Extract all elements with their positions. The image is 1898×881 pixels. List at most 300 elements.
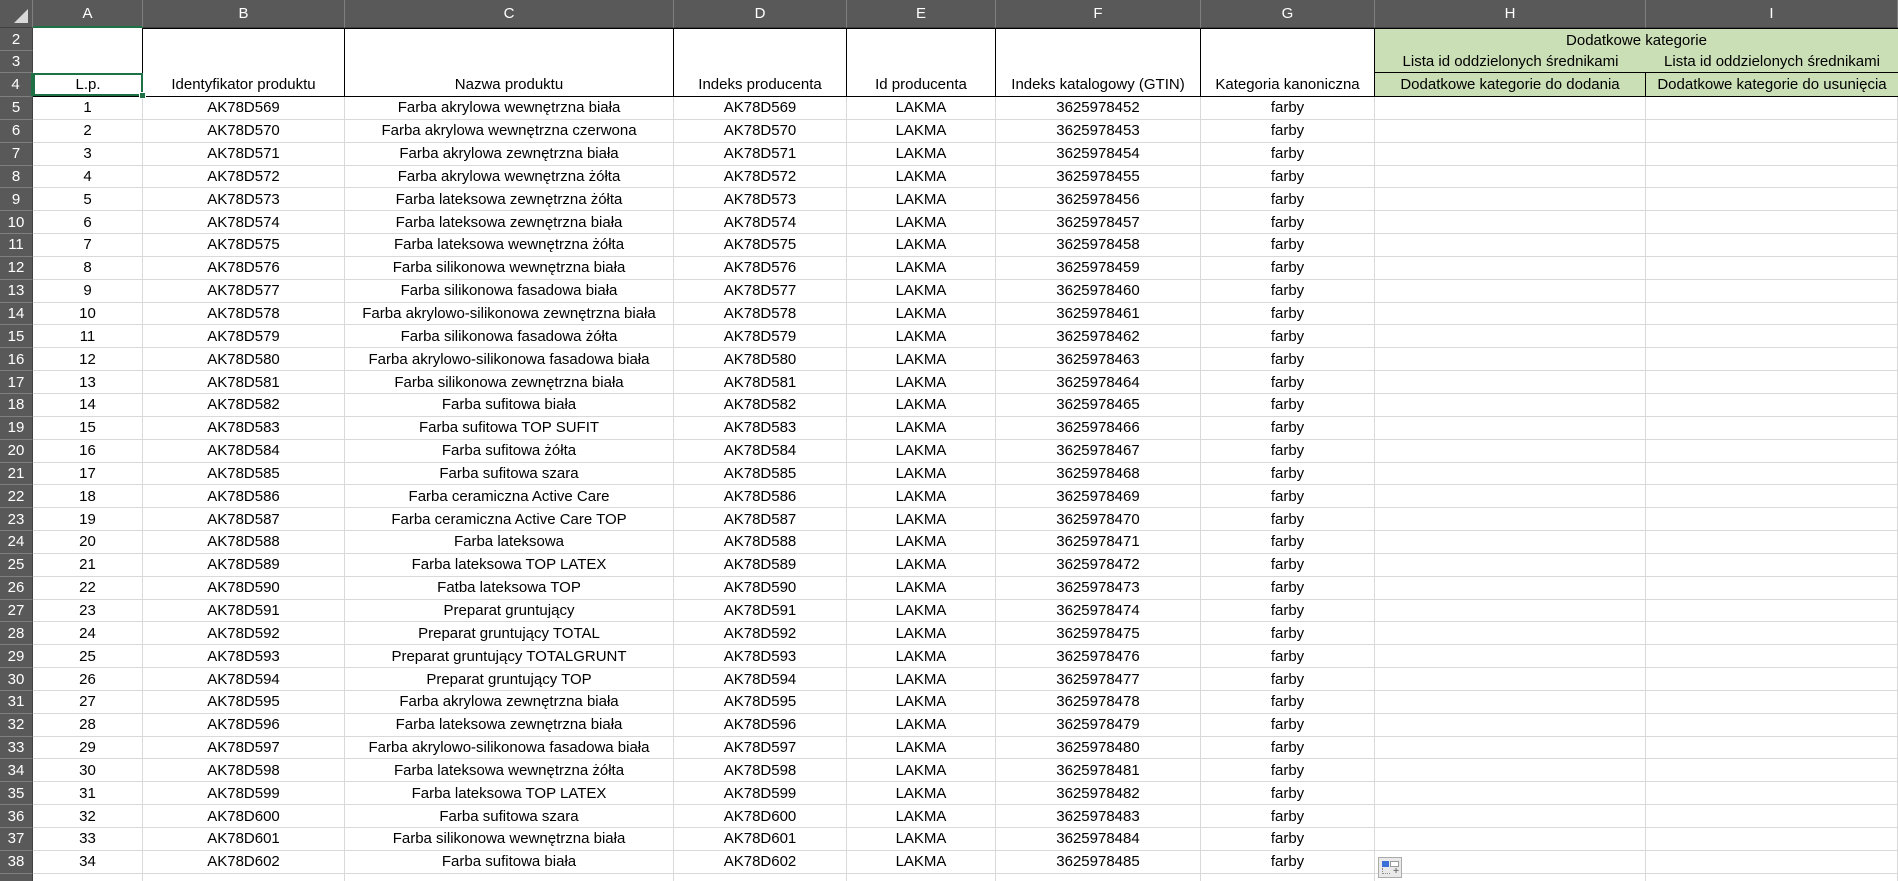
select-all-corner[interactable] <box>0 0 33 28</box>
cell-product-id[interactable]: AK78D588 <box>143 531 345 554</box>
cell-A2[interactable] <box>33 28 143 51</box>
column-header-G[interactable]: G <box>1201 0 1375 28</box>
cell[interactable] <box>1646 874 1898 881</box>
cell-extra-remove[interactable] <box>1646 577 1898 600</box>
cell-C3[interactable] <box>345 51 674 73</box>
cell-extra-remove[interactable] <box>1646 714 1898 737</box>
cell-G3[interactable] <box>1201 51 1375 73</box>
cell-product-name[interactable]: Farba sufitowa żółta <box>345 440 674 463</box>
row-header[interactable]: 31 <box>0 691 33 714</box>
row-header[interactable]: 6 <box>0 120 33 143</box>
cell-producer-id[interactable]: LAKMA <box>847 234 996 257</box>
cell-D2[interactable] <box>674 28 847 51</box>
cell[interactable] <box>674 874 847 881</box>
cell-producer-id[interactable]: LAKMA <box>847 645 996 668</box>
cell-producer-index[interactable]: AK78D584 <box>674 440 847 463</box>
cell-lp[interactable]: 30 <box>33 759 143 782</box>
cell-product-id[interactable]: AK78D572 <box>143 166 345 189</box>
cell-product-id[interactable]: AK78D580 <box>143 348 345 371</box>
cell-gtin[interactable]: 3625978473 <box>996 577 1201 600</box>
cell-producer-index[interactable]: AK78D589 <box>674 554 847 577</box>
cell-extra-remove[interactable] <box>1646 805 1898 828</box>
cell-gtin[interactable]: 3625978454 <box>996 143 1201 166</box>
cell-gtin[interactable]: 3625978475 <box>996 622 1201 645</box>
cell-product-name[interactable]: Farba lateksowa wewnętrzna żółta <box>345 759 674 782</box>
cell-lp[interactable]: 17 <box>33 463 143 486</box>
row-header[interactable]: 16 <box>0 348 33 371</box>
cell-F2[interactable] <box>996 28 1201 51</box>
cell-extra-add[interactable] <box>1375 97 1646 120</box>
cell-extra-remove[interactable] <box>1646 759 1898 782</box>
cell-product-name[interactable]: Farba akrylowa zewnętrzna biała <box>345 143 674 166</box>
cell-product-id[interactable]: AK78D601 <box>143 828 345 851</box>
cell-producer-index[interactable]: AK78D582 <box>674 394 847 417</box>
cell-lp[interactable]: 21 <box>33 554 143 577</box>
cell-producer-index[interactable]: AK78D579 <box>674 325 847 348</box>
cell-E4-producer-id-label[interactable]: Id producenta <box>847 73 996 97</box>
cell-product-name[interactable]: Fatba lateksowa TOP <box>345 577 674 600</box>
cell-producer-index[interactable]: AK78D591 <box>674 600 847 623</box>
cell-product-name[interactable]: Farba akrylowa wewnętrzna biała <box>345 97 674 120</box>
cell-extra-remove[interactable] <box>1646 120 1898 143</box>
cell-lp[interactable]: 1 <box>33 97 143 120</box>
cell-category[interactable]: farby <box>1201 211 1375 234</box>
cell-gtin[interactable]: 3625978485 <box>996 851 1201 874</box>
cell-product-id[interactable]: AK78D576 <box>143 257 345 280</box>
cell-producer-id[interactable]: LAKMA <box>847 257 996 280</box>
cell-product-name[interactable]: Farba sufitowa biała <box>345 851 674 874</box>
cell-product-name[interactable]: Farba akrylowo-silikonowa fasadowa biała <box>345 348 674 371</box>
cell-lp[interactable]: 28 <box>33 714 143 737</box>
cell-gtin[interactable]: 3625978459 <box>996 257 1201 280</box>
cell-producer-id[interactable]: LAKMA <box>847 120 996 143</box>
cell-product-id[interactable]: AK78D571 <box>143 143 345 166</box>
cell-extra-remove[interactable] <box>1646 166 1898 189</box>
cell-extra-remove[interactable] <box>1646 668 1898 691</box>
row-header[interactable]: 27 <box>0 600 33 623</box>
cell-product-name[interactable]: Farba silikonowa wewnętrzna biała <box>345 828 674 851</box>
cell-gtin[interactable]: 3625978461 <box>996 303 1201 326</box>
cell-B4-product-id-label[interactable]: Identyfikator produktu <box>143 73 345 97</box>
row-header[interactable]: 21 <box>0 463 33 486</box>
cell-category[interactable]: farby <box>1201 759 1375 782</box>
cell-category[interactable]: farby <box>1201 234 1375 257</box>
cell-lp[interactable]: 26 <box>33 668 143 691</box>
cell-gtin[interactable]: 3625978471 <box>996 531 1201 554</box>
cell-product-name[interactable]: Farba silikonowa fasadowa biała <box>345 280 674 303</box>
cell-gtin[interactable]: 3625978484 <box>996 828 1201 851</box>
row-header[interactable]: 13 <box>0 280 33 303</box>
row-header[interactable]: 9 <box>0 188 33 211</box>
cell-F3[interactable] <box>996 51 1201 73</box>
cell-category[interactable]: farby <box>1201 348 1375 371</box>
cell-lp[interactable]: 8 <box>33 257 143 280</box>
cell-producer-id[interactable]: LAKMA <box>847 577 996 600</box>
cell-category[interactable]: farby <box>1201 577 1375 600</box>
cell-producer-index[interactable]: AK78D587 <box>674 508 847 531</box>
cell-category[interactable]: farby <box>1201 531 1375 554</box>
cell-gtin[interactable]: 3625978468 <box>996 463 1201 486</box>
cell-gtin[interactable]: 3625978479 <box>996 714 1201 737</box>
cell-producer-id[interactable]: LAKMA <box>847 508 996 531</box>
cell-producer-index[interactable]: AK78D577 <box>674 280 847 303</box>
cell-category[interactable]: farby <box>1201 851 1375 874</box>
cell-extra-add[interactable] <box>1375 303 1646 326</box>
cell-gtin[interactable]: 3625978466 <box>996 417 1201 440</box>
cell-extra-remove[interactable] <box>1646 280 1898 303</box>
row-header[interactable]: 12 <box>0 257 33 280</box>
row-header[interactable]: 23 <box>0 508 33 531</box>
cell-gtin[interactable]: 3625978462 <box>996 325 1201 348</box>
cell-product-id[interactable]: AK78D590 <box>143 577 345 600</box>
cell-producer-index[interactable]: AK78D597 <box>674 737 847 760</box>
cell-lp[interactable]: 19 <box>33 508 143 531</box>
cell-B2[interactable] <box>143 28 345 51</box>
cell-category[interactable]: farby <box>1201 440 1375 463</box>
row-header[interactable]: 26 <box>0 577 33 600</box>
cell-category[interactable]: farby <box>1201 668 1375 691</box>
cell-product-name[interactable]: Farba lateksowa wewnętrzna żółta <box>345 234 674 257</box>
cell-lp[interactable]: 6 <box>33 211 143 234</box>
column-header-D[interactable]: D <box>674 0 847 28</box>
cell-extra-remove[interactable] <box>1646 851 1898 874</box>
row-header[interactable]: 28 <box>0 622 33 645</box>
column-header-I[interactable]: I <box>1646 0 1898 28</box>
cell-product-id[interactable]: AK78D578 <box>143 303 345 326</box>
cell-producer-index[interactable]: AK78D573 <box>674 188 847 211</box>
cell-extra-add[interactable] <box>1375 691 1646 714</box>
cell-product-id[interactable]: AK78D584 <box>143 440 345 463</box>
cell-category[interactable]: farby <box>1201 691 1375 714</box>
column-header-F[interactable]: F <box>996 0 1201 28</box>
cell-lp[interactable]: 31 <box>33 782 143 805</box>
cell-product-id[interactable]: AK78D595 <box>143 691 345 714</box>
row-header[interactable]: 38 <box>0 851 33 874</box>
cell-lp[interactable]: 14 <box>33 394 143 417</box>
cell-E3[interactable] <box>847 51 996 73</box>
cell-product-name[interactable]: Farba lateksowa zewnętrzna biała <box>345 714 674 737</box>
cell-lp[interactable]: 32 <box>33 805 143 828</box>
cell-gtin[interactable]: 3625978482 <box>996 782 1201 805</box>
cell-product-id[interactable]: AK78D570 <box>143 120 345 143</box>
cell-product-name[interactable]: Farba akrylowa wewnętrzna czerwona <box>345 120 674 143</box>
cell-category[interactable]: farby <box>1201 554 1375 577</box>
row-header[interactable]: 22 <box>0 485 33 508</box>
cell-lp[interactable]: 7 <box>33 234 143 257</box>
cell-extra-add[interactable] <box>1375 851 1646 874</box>
cell-extra-remove[interactable] <box>1646 325 1898 348</box>
cell-product-id[interactable]: AK78D583 <box>143 417 345 440</box>
cell-extra-add[interactable] <box>1375 280 1646 303</box>
row-header-4[interactable]: 4 <box>0 73 33 97</box>
cell-producer-index[interactable]: AK78D585 <box>674 463 847 486</box>
cell-producer-id[interactable]: LAKMA <box>847 303 996 326</box>
cell-C2[interactable] <box>345 28 674 51</box>
cell-category[interactable]: farby <box>1201 280 1375 303</box>
cell-producer-index[interactable]: AK78D581 <box>674 371 847 394</box>
active-cell-A4-lp-label[interactable] <box>33 73 143 97</box>
cell-producer-index[interactable]: AK78D572 <box>674 166 847 189</box>
cell[interactable] <box>996 874 1201 881</box>
cell-producer-id[interactable]: LAKMA <box>847 691 996 714</box>
cell-lp[interactable]: 24 <box>33 622 143 645</box>
cell-gtin[interactable]: 3625978470 <box>996 508 1201 531</box>
cell-lp[interactable]: 34 <box>33 851 143 874</box>
row-header[interactable]: 14 <box>0 303 33 326</box>
cell-extra-add[interactable] <box>1375 714 1646 737</box>
cell-product-name[interactable]: Farba akrylowa zewnętrzna biała <box>345 691 674 714</box>
cell-lp[interactable]: 22 <box>33 577 143 600</box>
cell-H2-extra-categories-title[interactable]: Dodatkowe kategorie <box>1375 28 1898 51</box>
cell-product-name[interactable]: Preparat gruntujący TOTAL <box>345 622 674 645</box>
cell-producer-index[interactable]: AK78D601 <box>674 828 847 851</box>
cell-extra-remove[interactable] <box>1646 257 1898 280</box>
cell-producer-id[interactable]: LAKMA <box>847 622 996 645</box>
cell-producer-index[interactable]: AK78D592 <box>674 622 847 645</box>
cell-extra-add[interactable] <box>1375 211 1646 234</box>
cell-lp[interactable]: 12 <box>33 348 143 371</box>
cell-product-id[interactable]: AK78D577 <box>143 280 345 303</box>
cell-B3[interactable] <box>143 51 345 73</box>
cell-extra-remove[interactable] <box>1646 97 1898 120</box>
cell-extra-add[interactable] <box>1375 325 1646 348</box>
cell-lp[interactable]: 5 <box>33 188 143 211</box>
cell-gtin[interactable]: 3625978478 <box>996 691 1201 714</box>
cell-producer-id[interactable]: LAKMA <box>847 280 996 303</box>
cell-producer-id[interactable]: LAKMA <box>847 417 996 440</box>
cell-I4-categories-to-remove-label[interactable]: Dodatkowe kategorie do usunięcia <box>1646 73 1898 97</box>
cell-extra-add[interactable] <box>1375 234 1646 257</box>
cell-producer-index[interactable]: AK78D593 <box>674 645 847 668</box>
cell-lp[interactable]: 18 <box>33 485 143 508</box>
cell-producer-id[interactable]: LAKMA <box>847 714 996 737</box>
cell-extra-add[interactable] <box>1375 600 1646 623</box>
cell-product-id[interactable]: AK78D579 <box>143 325 345 348</box>
cell-extra-add[interactable] <box>1375 554 1646 577</box>
cell-extra-add[interactable] <box>1375 371 1646 394</box>
cell[interactable] <box>1375 874 1646 881</box>
cell-gtin[interactable]: 3625978458 <box>996 234 1201 257</box>
cell-category[interactable]: farby <box>1201 828 1375 851</box>
cell-lp[interactable]: 15 <box>33 417 143 440</box>
cell-extra-add[interactable] <box>1375 577 1646 600</box>
cell-producer-index[interactable]: AK78D598 <box>674 759 847 782</box>
cell-producer-index[interactable]: AK78D570 <box>674 120 847 143</box>
cell-product-id[interactable]: AK78D573 <box>143 188 345 211</box>
cell-extra-add[interactable] <box>1375 417 1646 440</box>
cell-C4-product-name-label[interactable]: Nazwa produktu <box>345 73 674 97</box>
row-header[interactable]: 33 <box>0 737 33 760</box>
cell-producer-index[interactable]: AK78D571 <box>674 143 847 166</box>
cell-producer-index[interactable]: AK78D602 <box>674 851 847 874</box>
cell-gtin[interactable]: 3625978464 <box>996 371 1201 394</box>
cell-lp[interactable]: 10 <box>33 303 143 326</box>
row-header[interactable]: 15 <box>0 325 33 348</box>
cell-extra-add[interactable] <box>1375 188 1646 211</box>
cell-category[interactable]: farby <box>1201 325 1375 348</box>
cell-G2[interactable] <box>1201 28 1375 51</box>
column-header-A[interactable]: A <box>33 0 143 28</box>
cell-producer-id[interactable]: LAKMA <box>847 463 996 486</box>
cell-product-id[interactable]: AK78D569 <box>143 97 345 120</box>
cell-I3-list-ids-hint[interactable]: Lista id oddzielonych średnikami <box>1646 51 1898 73</box>
cell-producer-index[interactable]: AK78D600 <box>674 805 847 828</box>
cell-A3[interactable] <box>33 51 143 73</box>
cell-extra-remove[interactable] <box>1646 143 1898 166</box>
cell-product-name[interactable]: Farba sufitowa szara <box>345 463 674 486</box>
column-header-H[interactable]: H <box>1375 0 1646 28</box>
cell-gtin[interactable]: 3625978457 <box>996 211 1201 234</box>
cell-category[interactable]: farby <box>1201 394 1375 417</box>
row-header[interactable]: 18 <box>0 394 33 417</box>
cell-F4-catalog-index-label[interactable]: Indeks katalogowy (GTIN) <box>996 73 1201 97</box>
cell-producer-index[interactable]: AK78D578 <box>674 303 847 326</box>
cell-producer-id[interactable]: LAKMA <box>847 188 996 211</box>
cell-category[interactable]: farby <box>1201 371 1375 394</box>
cell-gtin[interactable]: 3625978483 <box>996 805 1201 828</box>
row-header[interactable]: 25 <box>0 554 33 577</box>
row-header[interactable]: 10 <box>0 211 33 234</box>
cell-extra-remove[interactable] <box>1646 485 1898 508</box>
cell-lp[interactable]: 11 <box>33 325 143 348</box>
cell-product-name[interactable]: Farba ceramiczna Active Care TOP <box>345 508 674 531</box>
row-header[interactable]: 5 <box>0 97 33 120</box>
row-header[interactable]: 8 <box>0 166 33 189</box>
cell-product-name[interactable]: Farba akrylowa wewnętrzna żółta <box>345 166 674 189</box>
cell-gtin[interactable]: 3625978474 <box>996 600 1201 623</box>
cell-extra-add[interactable] <box>1375 143 1646 166</box>
cell-producer-index[interactable]: AK78D590 <box>674 577 847 600</box>
cell-lp[interactable]: 27 <box>33 691 143 714</box>
cell-producer-id[interactable]: LAKMA <box>847 211 996 234</box>
cell-product-name[interactable]: Farba lateksowa zewnętrzna żółta <box>345 188 674 211</box>
row-header[interactable]: 30 <box>0 668 33 691</box>
cell-product-id[interactable]: AK78D593 <box>143 645 345 668</box>
cell-extra-add[interactable] <box>1375 257 1646 280</box>
column-header-E[interactable]: E <box>847 0 996 28</box>
cell-gtin[interactable]: 3625978480 <box>996 737 1201 760</box>
cell-product-id[interactable]: AK78D592 <box>143 622 345 645</box>
cell-extra-remove[interactable] <box>1646 782 1898 805</box>
cell-category[interactable]: farby <box>1201 303 1375 326</box>
cell-producer-index[interactable]: AK78D594 <box>674 668 847 691</box>
cell-extra-add[interactable] <box>1375 645 1646 668</box>
fill-handle[interactable] <box>139 92 146 99</box>
cell-producer-id[interactable]: LAKMA <box>847 485 996 508</box>
cell-extra-add[interactable] <box>1375 485 1646 508</box>
cell-category[interactable]: farby <box>1201 188 1375 211</box>
cell-product-id[interactable]: AK78D582 <box>143 394 345 417</box>
cell-extra-add[interactable] <box>1375 120 1646 143</box>
cell-product-name[interactable]: Farba sufitowa biała <box>345 394 674 417</box>
cell-producer-id[interactable]: LAKMA <box>847 440 996 463</box>
cell-producer-index[interactable]: AK78D574 <box>674 211 847 234</box>
cell-extra-add[interactable] <box>1375 737 1646 760</box>
cell-lp[interactable]: 33 <box>33 828 143 851</box>
cell-extra-add[interactable] <box>1375 531 1646 554</box>
cell-category[interactable]: farby <box>1201 714 1375 737</box>
cell-producer-id[interactable]: LAKMA <box>847 851 996 874</box>
row-header[interactable]: 37 <box>0 828 33 851</box>
cell-producer-index[interactable]: AK78D588 <box>674 531 847 554</box>
cell-product-id[interactable]: AK78D596 <box>143 714 345 737</box>
cell[interactable] <box>847 874 996 881</box>
cell-product-name[interactable]: Farba lateksowa zewnętrzna biała <box>345 211 674 234</box>
cell-product-name[interactable]: Farba silikonowa wewnętrzna biała <box>345 257 674 280</box>
cell-extra-add[interactable] <box>1375 828 1646 851</box>
cell-producer-id[interactable]: LAKMA <box>847 668 996 691</box>
cell-lp[interactable]: 20 <box>33 531 143 554</box>
row-header-3[interactable]: 3 <box>0 51 33 73</box>
cell-extra-remove[interactable] <box>1646 600 1898 623</box>
cell-extra-remove[interactable] <box>1646 622 1898 645</box>
cell[interactable] <box>1201 874 1375 881</box>
cell-product-name[interactable]: Farba lateksowa TOP LATEX <box>345 554 674 577</box>
cell-product-id[interactable]: AK78D594 <box>143 668 345 691</box>
row-header[interactable]: 35 <box>0 782 33 805</box>
cell-product-id[interactable]: AK78D597 <box>143 737 345 760</box>
cell-product-name[interactable]: Farba ceramiczna Active Care <box>345 485 674 508</box>
cell-producer-id[interactable]: LAKMA <box>847 143 996 166</box>
cell-product-id[interactable]: AK78D587 <box>143 508 345 531</box>
row-header[interactable]: 32 <box>0 714 33 737</box>
row-header[interactable]: 7 <box>0 143 33 166</box>
cell-product-name[interactable]: Preparat gruntujący TOTALGRUNT <box>345 645 674 668</box>
cell-producer-id[interactable]: LAKMA <box>847 325 996 348</box>
cell-gtin[interactable]: 3625978455 <box>996 166 1201 189</box>
cell-extra-add[interactable] <box>1375 394 1646 417</box>
cell-producer-id[interactable]: LAKMA <box>847 600 996 623</box>
cell-category[interactable]: farby <box>1201 463 1375 486</box>
cell[interactable] <box>143 874 345 881</box>
cell-extra-remove[interactable] <box>1646 440 1898 463</box>
cell-gtin[interactable]: 3625978469 <box>996 485 1201 508</box>
cell-product-id[interactable]: AK78D589 <box>143 554 345 577</box>
cell-product-id[interactable]: AK78D599 <box>143 782 345 805</box>
cell-extra-remove[interactable] <box>1646 303 1898 326</box>
cell-producer-index[interactable]: AK78D580 <box>674 348 847 371</box>
cell-extra-add[interactable] <box>1375 166 1646 189</box>
cell-extra-remove[interactable] <box>1646 508 1898 531</box>
cell-category[interactable]: farby <box>1201 782 1375 805</box>
cell-extra-remove[interactable] <box>1646 645 1898 668</box>
cell-product-name[interactable]: Farba lateksowa <box>345 531 674 554</box>
row-header[interactable]: 34 <box>0 759 33 782</box>
cell-lp[interactable]: 4 <box>33 166 143 189</box>
cell-category[interactable]: farby <box>1201 417 1375 440</box>
cell-gtin[interactable]: 3625978472 <box>996 554 1201 577</box>
cell-gtin[interactable]: 3625978476 <box>996 645 1201 668</box>
cell-extra-add[interactable] <box>1375 508 1646 531</box>
cell-extra-add[interactable] <box>1375 348 1646 371</box>
cell-product-name[interactable]: Preparat gruntujący TOP <box>345 668 674 691</box>
cell-category[interactable]: farby <box>1201 485 1375 508</box>
cell-gtin[interactable]: 3625978453 <box>996 120 1201 143</box>
cell-extra-add[interactable] <box>1375 805 1646 828</box>
row-header[interactable]: 20 <box>0 440 33 463</box>
cell-producer-id[interactable]: LAKMA <box>847 531 996 554</box>
cell-gtin[interactable]: 3625978463 <box>996 348 1201 371</box>
cell-extra-add[interactable] <box>1375 668 1646 691</box>
cell-producer-id[interactable]: LAKMA <box>847 737 996 760</box>
cell-product-id[interactable]: AK78D581 <box>143 371 345 394</box>
cell-producer-id[interactable]: LAKMA <box>847 97 996 120</box>
cell-gtin[interactable]: 3625978477 <box>996 668 1201 691</box>
cell-extra-remove[interactable] <box>1646 531 1898 554</box>
cell-producer-index[interactable]: AK78D595 <box>674 691 847 714</box>
cell-lp[interactable]: 9 <box>33 280 143 303</box>
cell-extra-remove[interactable] <box>1646 554 1898 577</box>
